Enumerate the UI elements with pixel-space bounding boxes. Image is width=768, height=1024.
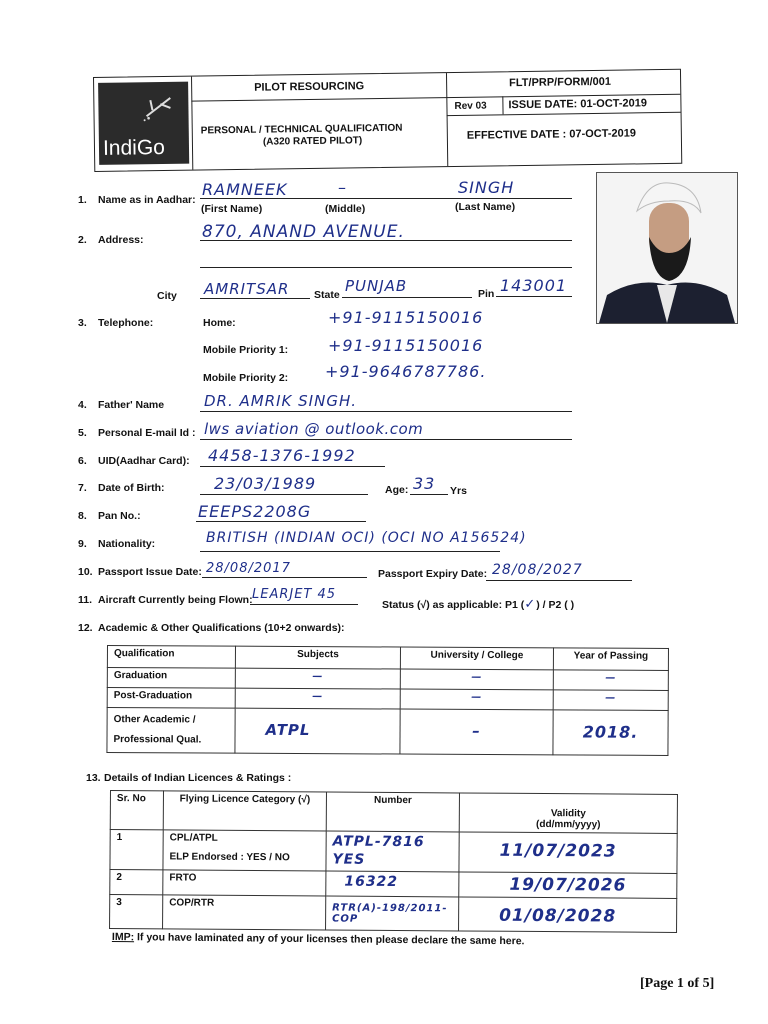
validity-cell: 01/08/2028 (459, 897, 677, 933)
passport-expiry-label: Passport Expiry Date: (378, 568, 488, 580)
aircraft-value: LEARJET 45 (252, 587, 337, 602)
person-photo-icon (597, 173, 737, 323)
last-name-value: SINGH (458, 178, 515, 197)
form-title: PILOT RESOURCING (254, 80, 365, 94)
header-box (93, 69, 682, 172)
middle-name-value: – (338, 178, 347, 197)
field-13-number: 13. (86, 772, 101, 784)
aircraft-label: Aircraft Currently being Flown: (98, 594, 253, 606)
pan-line (196, 521, 366, 522)
subjects-cell: — (235, 688, 400, 709)
field-10-number: 10. (78, 566, 93, 578)
category-cell: FRTO (163, 870, 326, 896)
elp-label: ELP Endorsed : YES / NO (169, 851, 290, 864)
city-line (200, 298, 310, 299)
licence-header-cell: Number (326, 792, 459, 832)
status-tick: ✓ (524, 597, 537, 612)
pan-label: Pan No.: (98, 510, 141, 522)
field-9-number: 9. (78, 538, 87, 550)
academic-header-row (107, 646, 668, 671)
academic-header-cell: University / College (400, 647, 553, 670)
passport-issue-line (202, 577, 367, 578)
academic-header-cell: Qualification (107, 646, 235, 669)
field-3-number: 3. (78, 317, 87, 329)
address-value: 870, ANAND AVENUE. (202, 222, 405, 242)
first-name-caption: (First Name) (201, 203, 263, 215)
pan-value: EEEPS2208G (198, 502, 312, 521)
field-7-number: 7. (78, 482, 87, 494)
field-1-number: 1. (78, 194, 87, 206)
hline-2 (447, 112, 681, 116)
number-cell: 16322 (326, 871, 459, 897)
state-value: PUNJAB (345, 277, 408, 295)
first-name-value: RAMNEEK (202, 180, 288, 199)
status-rest-text: ) / P2 ( ) (536, 599, 575, 611)
passport-issue-label: Passport Issue Date: (98, 566, 202, 578)
licence-number-value: ATPL-7816 (332, 833, 425, 851)
vline-1 (191, 77, 193, 170)
pin-value: 143001 (500, 276, 568, 295)
subjects-cell: ATPL (235, 708, 400, 754)
page-footer: [Page 1 of 5] (640, 976, 715, 991)
email-label: Personal E-mail Id : (98, 427, 196, 439)
father-name-line (200, 411, 572, 412)
city-value: AMRITSAR (204, 280, 290, 298)
form-code: FLT/PRP/FORM/001 (509, 75, 612, 90)
sr-cell: 1 (110, 830, 163, 870)
last-name-caption: (Last Name) (455, 201, 516, 213)
table-row (110, 830, 677, 874)
logo-block (98, 82, 189, 165)
uid-line (200, 466, 385, 467)
nationality-line (200, 551, 500, 552)
academic-header-cell: Year of Passing (553, 648, 668, 671)
category-cell (163, 830, 326, 871)
field-6-number: 6. (78, 455, 87, 467)
licences-header-row (110, 791, 677, 834)
field-4-number: 4. (78, 399, 87, 411)
effective-date: EFFECTIVE DATE : 07-OCT-2019 (466, 127, 637, 142)
pin-line (496, 296, 572, 297)
nationality-label: Nationality: (98, 538, 156, 550)
university-cell: – (400, 709, 553, 755)
subtitle-2: (A320 RATED PILOT) (262, 135, 363, 148)
mobile-1-value: +91-9115150016 (328, 336, 484, 355)
vline-3 (502, 96, 503, 114)
age-label: Age: (385, 484, 409, 496)
year-cell: — (553, 690, 668, 711)
table-row (107, 708, 668, 756)
name-label: Name as in Aadhar: (98, 194, 196, 206)
year-cell: 2018. (553, 710, 668, 756)
state-label: State (314, 289, 340, 301)
telephone-label: Telephone: (98, 317, 154, 329)
field-5-number: 5. (78, 427, 87, 439)
state-line (342, 297, 472, 298)
father-name-value: DR. AMRIK SINGH. (204, 392, 357, 410)
status-label-text: Status (√) as applicable: P1 ( (382, 599, 525, 611)
plane-icon (140, 94, 180, 123)
age-line (410, 494, 448, 495)
applicant-photo (596, 172, 738, 324)
imp-text: If you have laminated any of your licenses then please declare the same here. (134, 931, 525, 948)
sr-cell: 3 (110, 895, 163, 929)
issue-date: ISSUE DATE: 01-OCT-2019 (508, 97, 648, 112)
university-cell: — (400, 669, 553, 690)
rev-label: Rev 03 (454, 100, 487, 112)
email-value: lws aviation @ outlook.com (204, 420, 424, 438)
subjects-cell: — (235, 668, 400, 689)
number-cell: RTR(A)-198/2011-COP (326, 896, 459, 931)
field-8-number: 8. (78, 510, 87, 522)
university-cell: — (400, 689, 553, 710)
qualification-cell: Other Academic / Professional Qual. (107, 708, 235, 754)
field-12-number: 12. (78, 622, 93, 634)
nationality-value: BRITISH (INDIAN OCI) (OCI NO A156524) (206, 530, 527, 546)
middle-caption: (Middle) (325, 203, 366, 215)
qualification-cell: Post-Graduation (107, 688, 235, 709)
logo-text: IndiGo (102, 136, 166, 160)
email-line (200, 439, 572, 440)
field-11-number: 11. (78, 594, 93, 606)
age-value: 33 (413, 474, 436, 493)
academic-label: Academic & Other Qualifications (10+2 onwards): (98, 622, 345, 634)
field-2-number: 2. (78, 234, 87, 246)
home-value: +91-9115150016 (328, 308, 484, 327)
category-cell: COP/RTR (163, 895, 326, 930)
year-cell: — (553, 670, 668, 691)
father-name-label: Father' Name (98, 399, 165, 411)
validity-cell: 11/07/2023 (459, 832, 677, 874)
aircraft-line (250, 604, 358, 605)
validity-cell: 19/07/2026 (459, 872, 677, 899)
passport-issue-value: 28/08/2017 (206, 561, 291, 576)
imp-note (112, 931, 525, 947)
uid-label: UID(Aadhar Card): (98, 455, 190, 467)
qualification-cell: Graduation (107, 668, 235, 689)
dob-value: 23/03/1989 (214, 474, 317, 493)
passport-expiry-line (486, 580, 632, 581)
address-label: Address: (98, 234, 144, 246)
sr-cell: 2 (110, 870, 163, 895)
address-line-2 (200, 267, 572, 268)
licence-header-cell: Sr. No (110, 791, 163, 830)
uid-value: 4458-1376-1992 (208, 446, 356, 465)
mobile-1-label: Mobile Priority 1: (203, 344, 289, 356)
academic-table (106, 645, 669, 756)
licence-header-cell: Validity (dd/mm/yyyy) (459, 793, 677, 834)
licences-label: Details of Indian Licences & Ratings : (104, 772, 292, 784)
dob-line (200, 494, 368, 495)
yrs-label: Yrs (450, 485, 467, 497)
licences-table (109, 790, 678, 933)
address-line-1 (200, 240, 572, 241)
passport-expiry-value: 28/08/2027 (492, 562, 583, 578)
licence-header-cell: Flying Licence Category (√) (163, 791, 326, 831)
academic-header-cell: Subjects (235, 646, 400, 669)
mobile-2-label: Mobile Priority 2: (203, 372, 289, 384)
elp-value: YES (332, 851, 366, 868)
status-label (382, 597, 574, 612)
number-cell (326, 831, 459, 872)
cpl-atpl-label: CPL/ATPL (169, 832, 218, 844)
dob-label: Date of Birth: (98, 482, 165, 494)
vline-2 (446, 73, 448, 166)
home-label: Home: (203, 317, 236, 329)
subtitle-1: PERSONAL / TECHNICAL QUALIFICATION (200, 122, 403, 137)
pin-label: Pin (478, 288, 495, 300)
imp-label: IMP: (111, 931, 135, 944)
table-row (110, 895, 677, 933)
city-label: City (157, 290, 177, 302)
mobile-2-value: +91-9646787786. (325, 362, 487, 381)
